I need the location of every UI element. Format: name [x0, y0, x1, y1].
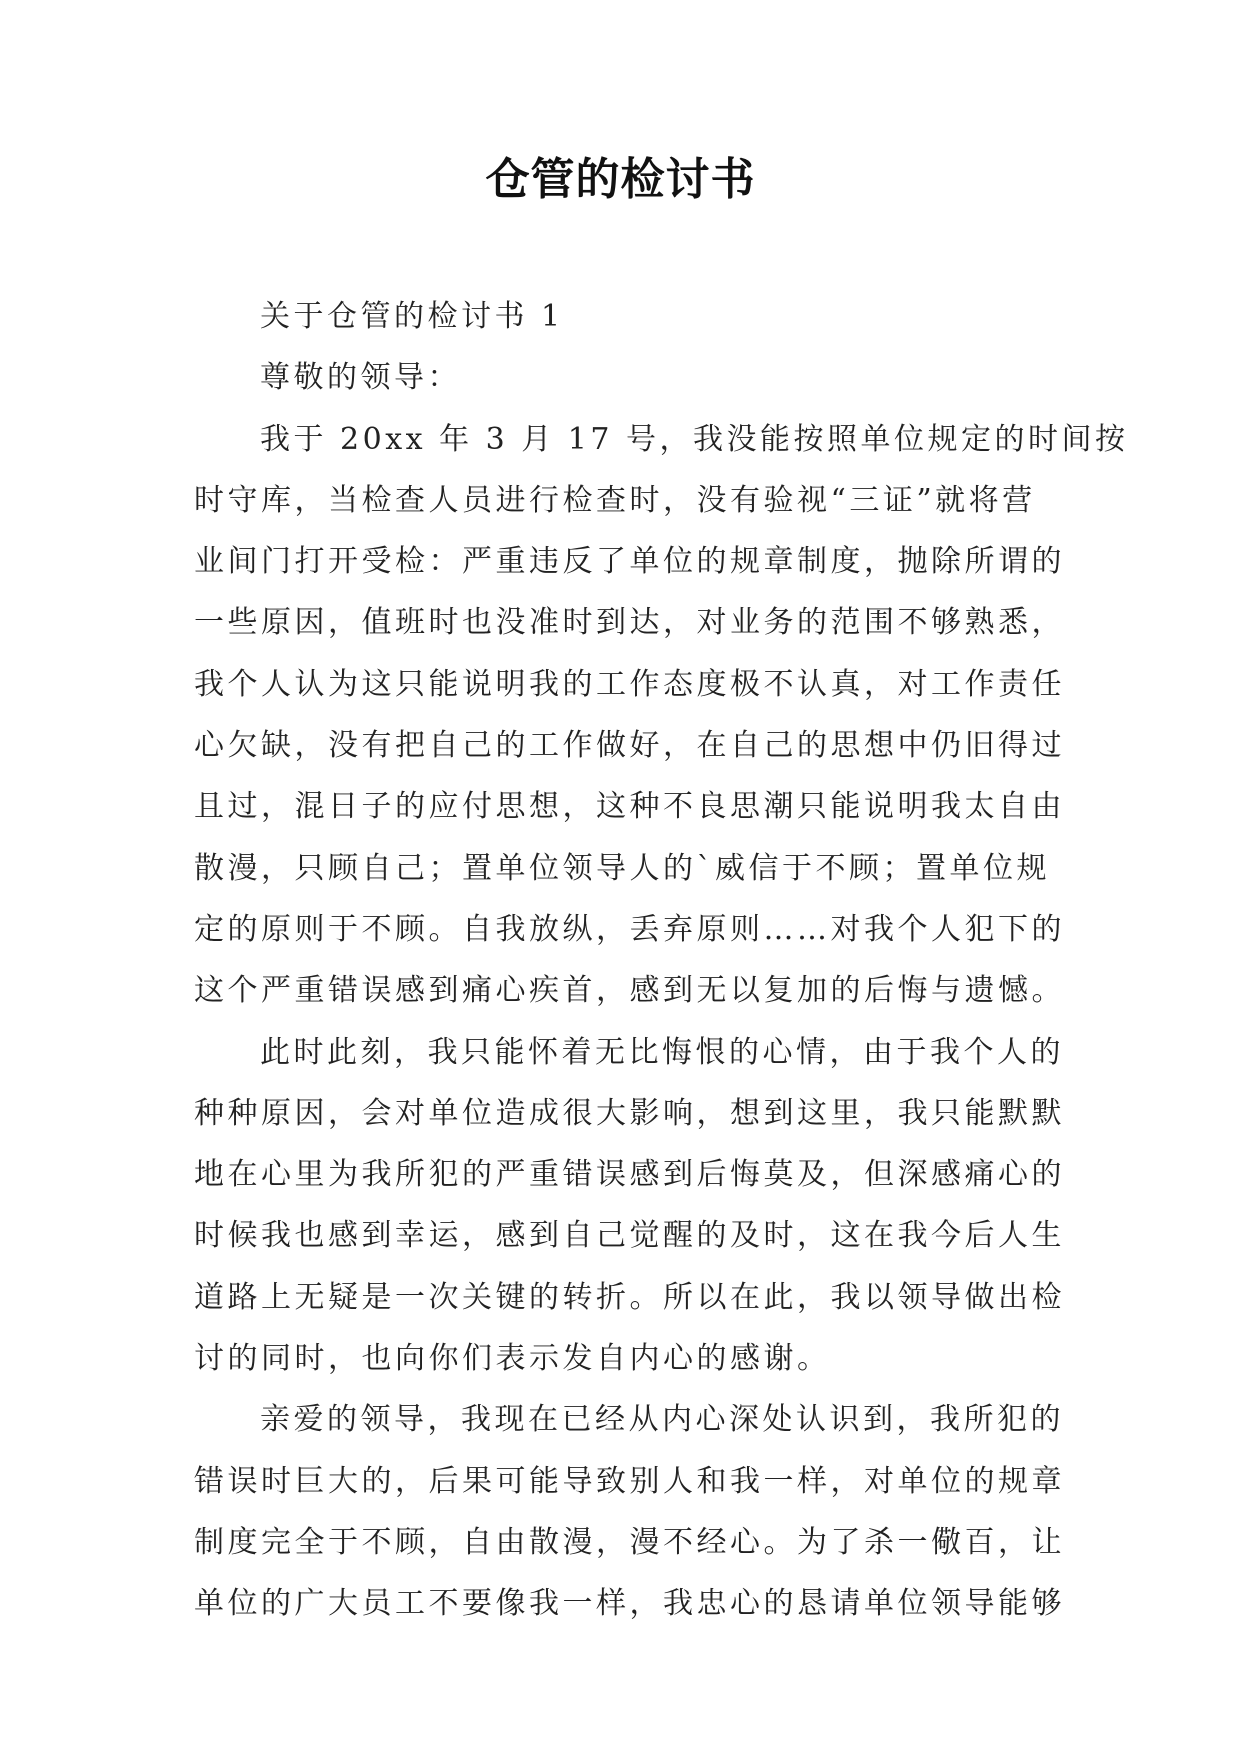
text-line: 散漫，只顾自己；置单位领导人的`威信于不顾；置单位规 [194, 850, 1050, 886]
text-line: 定的原则于不顾。自我放纵，丢弃原则……对我个人犯下的 [194, 911, 1065, 947]
text-line: 尊敬的领导： [260, 360, 461, 396]
text-line: 一些原因，值班时也没准时到达，对业务的范围不够熟悉， [194, 605, 1065, 641]
text-line: 地在心里为我所犯的严重错误感到后悔莫及，但深感痛心的 [194, 1157, 1065, 1193]
text-line: 亲爱的领导，我现在已经从内心深处认识到，我所犯的 [260, 1402, 1064, 1438]
text-line: 我个人认为这只能说明我的工作态度极不认真，对工作责任 [194, 666, 1065, 702]
text-line: 业间门打开受检：严重违反了单位的规章制度，抛除所谓的 [194, 544, 1065, 580]
text-line: 时候我也感到幸运，感到自己觉醒的及时，这在我今后人生 [194, 1218, 1065, 1254]
text-line: 种种原因，会对单位造成很大影响，想到这里，我只能默默 [194, 1095, 1065, 1131]
text-line: 关于仓管的检讨书 1 [260, 299, 564, 334]
text-line: 制度完全于不顾，自由散漫，漫不经心。为了杀一儆百，让 [194, 1524, 1065, 1560]
document-body [194, 286, 1129, 1635]
text-line: 且过，混日子的应付思想，这种不良思潮只能说明我太自由 [194, 789, 1065, 825]
text-line: 错误时巨大的，后果可能导致别人和我一样，对单位的规章 [194, 1463, 1065, 1499]
text-line: 道路上无疑是一次关键的转折。所以在此，我以领导做出检 [194, 1279, 1065, 1315]
text-line: 此时此刻，我只能怀着无比悔恨的心情，由于我个人的 [260, 1034, 1064, 1070]
text-line: 时守库，当检查人员进行检查时，没有验视“三证”就将营 [194, 482, 1036, 518]
text-line: 心欠缺，没有把自己的工作做好，在自己的思想中仍旧得过 [194, 728, 1065, 764]
text-line: 单位的广大员工不要像我一样，我忠心的恳请单位领导能够 [194, 1586, 1065, 1622]
document-title: 仓管的检讨书 [485, 154, 756, 205]
text-line: 我于 20xx 年 3 月 17 号，我没能按照单位规定的时间按 [260, 421, 1129, 457]
text-line: 这个严重错误感到痛心疾首，感到无以复加的后悔与遗憾。 [194, 973, 1065, 1009]
text-line: 讨的同时，也向你们表示发自内心的感谢。 [194, 1341, 831, 1377]
